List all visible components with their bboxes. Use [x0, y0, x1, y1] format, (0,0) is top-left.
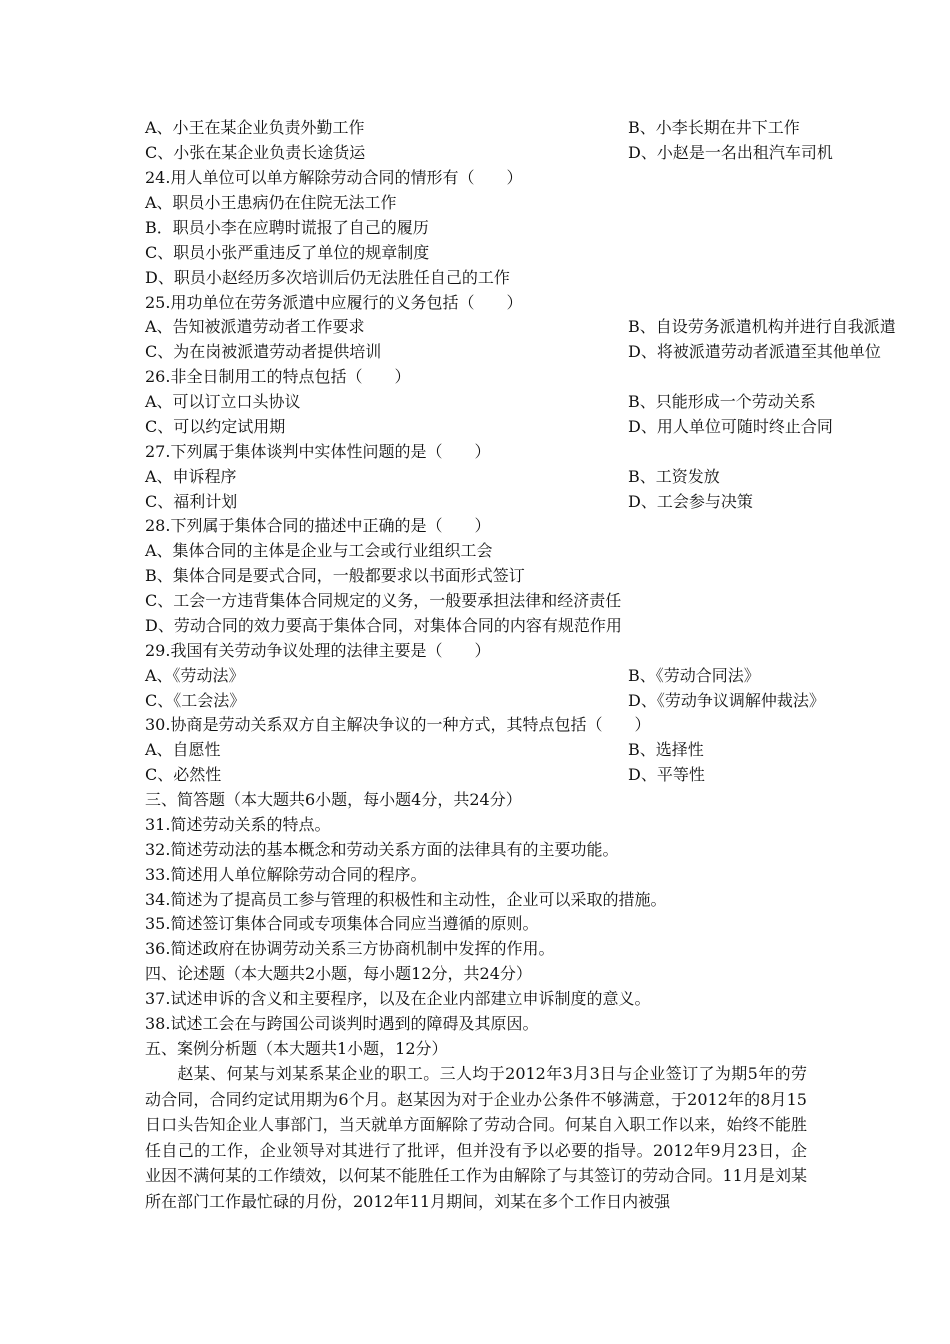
q27-option-a: A、申诉程序 [145, 467, 237, 486]
q23-option-row [145, 115, 800, 140]
question-35: 35.简述签订集体合同或专项集体合同应当遵循的原则。 [145, 914, 539, 933]
section-heading: 三、简答题（本大题共6小题，每小题4分，共24分） [145, 790, 522, 809]
q26-option-a: A、可以订立口头协议 [145, 392, 301, 411]
q29-stem: 29.我国有关劳动争议处理的法律主要是（ ） [145, 641, 491, 660]
q23-option-row [145, 140, 833, 165]
q27-option-row [145, 489, 753, 514]
q30-stem: 30.协商是劳动关系双方自主解决争议的一种方式，其特点包括（ ） [145, 715, 651, 734]
section-heading: 五、案例分析题（本大题共1小题，12分） [145, 1039, 448, 1058]
q30-option-row [145, 737, 704, 762]
q24-stem: 24.用人单位可以单方解除劳动合同的情形有（ ） [145, 168, 523, 187]
q25-option-row [145, 314, 896, 339]
q28-option-d: D、劳动合同的效力要高于集体合同，对集体合同的内容有规范作用 [145, 616, 622, 635]
q29-option-row [145, 688, 825, 713]
q28-option-c: C、工会一方违背集体合同规定的义务，一般要承担法律和经济责任 [145, 591, 622, 610]
q26-option-b: B、只能形成一个劳动关系 [628, 392, 816, 411]
q27-option-c: C、福利计划 [145, 492, 238, 511]
q28-stem: 28.下列属于集体合同的描述中正确的是（ ） [145, 516, 491, 535]
q24-option-a: A、职员小王患病仍在住院无法工作 [145, 193, 397, 212]
q23-option-a: A、小王在某企业负责外勤工作 [145, 118, 365, 137]
q30-option-row [145, 762, 705, 787]
q25-option-c: C、为在岗被派遣劳动者提供培训 [145, 342, 382, 361]
q25-option-b: B、自设劳务派遣机构并进行自我派遣 [628, 317, 896, 336]
q24-option-b: B．职员小李在应聘时谎报了自己的履历 [145, 218, 429, 237]
q27-option-row [145, 464, 720, 489]
question-37: 37.试述申诉的含义和主要程序，以及在企业内部建立申诉制度的意义。 [145, 989, 651, 1008]
q29-option-d: D、《劳动争议调解仲裁法》 [628, 691, 825, 710]
q26-option-c: C、可以约定试用期 [145, 417, 286, 436]
question-34: 34.简述为了提高员工参与管理的积极性和主动性，企业可以采取的措施。 [145, 890, 667, 909]
q24-option-c: C、职员小张严重违反了单位的规章制度 [145, 243, 430, 262]
q26-option-row [145, 414, 833, 439]
q28-option-a: A、集体合同的主体是企业与工会或行业组织工会 [145, 541, 493, 560]
q27-option-d: D、工会参与决策 [628, 492, 753, 511]
q26-option-row [145, 389, 816, 414]
q27-stem: 27.下列属于集体谈判中实体性问题的是（ ） [145, 442, 491, 461]
q29-option-b: B、《劳动合同法》 [628, 666, 760, 685]
question-33: 33.简述用人单位解除劳动合同的程序。 [145, 865, 427, 884]
q30-option-a: A、自愿性 [145, 740, 221, 759]
question-31: 31.简述劳动关系的特点。 [145, 815, 331, 834]
case-text: 赵某、何某与刘某系某企业的职工。三人均于2012年3月3日与企业签订了为期5年的劳动合同，合同约定试用期为6个月。赵某因为对于企业办公条件不够满意，于2012年的8月15日口头告知企业人事部门，当天就单方面解除了劳动合同。何某自入职工作以来，始终不能胜任自己的工作，企业领导对其进行了批评，但并没有予以必要的指导。2012年9月23日，企业因不满何某的工作绩效，以何某不能胜任工作为由解除了与其签订的劳动合同。11月是刘某所在部门工作最忙碌的月份，2012年11月期间，刘某在多个工作日内被强 [145, 1064, 807, 1211]
q25-stem: 25.用功单位在劳务派遣中应履行的义务包括（ ） [145, 293, 523, 312]
q23-option-b: B、小李长期在井下工作 [628, 118, 800, 137]
q26-option-d: D、用人单位可随时终止合同 [628, 417, 833, 436]
q30-option-d: D、平等性 [628, 765, 705, 784]
q25-option-row [145, 339, 881, 364]
q28-option-b: B、集体合同是要式合同，一般都要求以书面形式签订 [145, 566, 525, 585]
q29-option-a: A、《劳动法》 [145, 666, 245, 685]
q24-option-d: D、职员小赵经历多次培训后仍无法胜任自己的工作 [145, 268, 510, 287]
case-paragraph [145, 1061, 807, 1215]
q25-option-a: A、告知被派遣劳动者工作要求 [145, 317, 365, 336]
question-32: 32.简述劳动法的基本概念和劳动关系方面的法律具有的主要功能。 [145, 840, 619, 859]
q27-option-b: B、工资发放 [628, 467, 720, 486]
q29-option-c: C、《工会法》 [145, 691, 246, 710]
q23-option-d: D、小赵是一名出租汽车司机 [628, 143, 833, 162]
q29-option-row [145, 663, 760, 688]
q23-option-c: C、小张在某企业负责长途货运 [145, 143, 366, 162]
q30-option-c: C、必然性 [145, 765, 222, 784]
q30-option-b: B、选择性 [628, 740, 704, 759]
section-heading: 四、论述题（本大题共2小题，每小题12分，共24分） [145, 964, 532, 983]
q26-stem: 26.非全日制用工的特点包括（ ） [145, 367, 411, 386]
question-38: 38.试述工会在与跨国公司谈判时遇到的障碍及其原因。 [145, 1014, 539, 1033]
question-36: 36.简述政府在协调劳动关系三方协商机制中发挥的作用。 [145, 939, 555, 958]
q25-option-d: D、将被派遣劳动者派遣至其他单位 [628, 342, 881, 361]
